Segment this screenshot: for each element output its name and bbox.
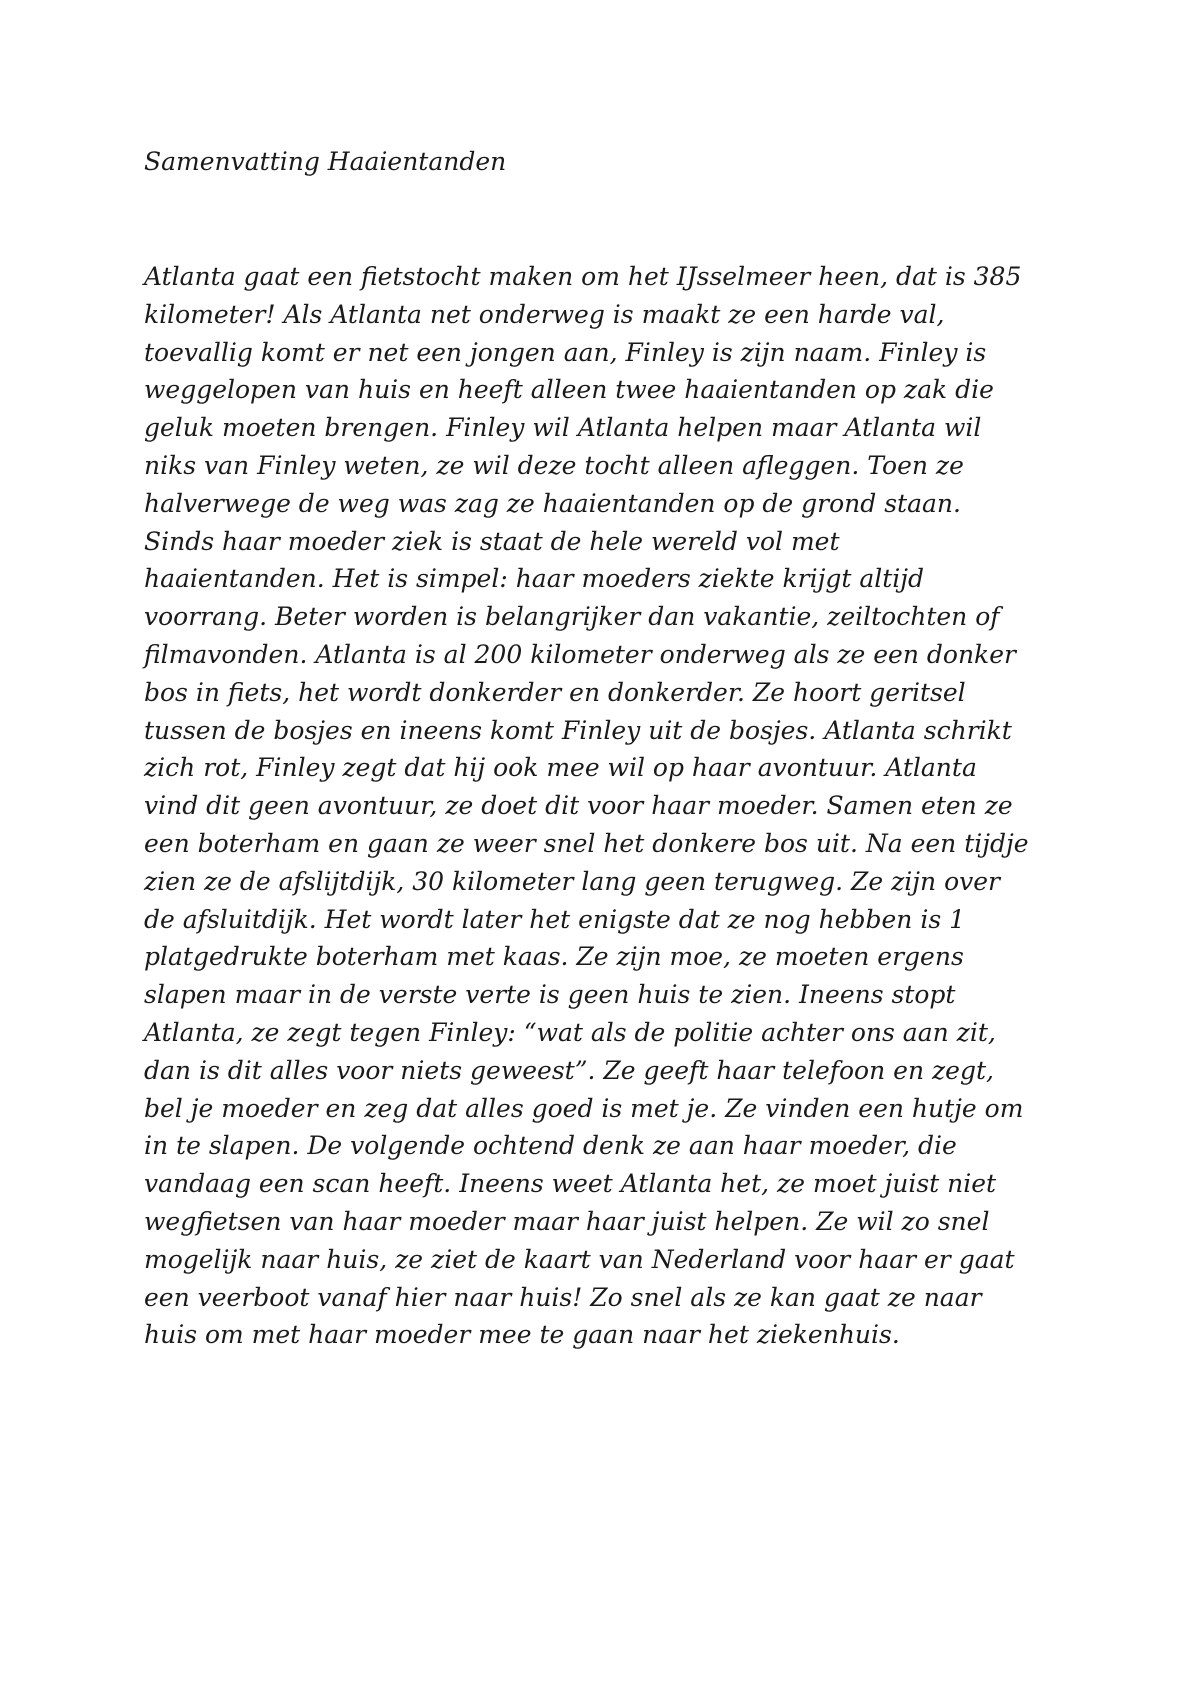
body-line: huis om met haar moeder mee te gaan naar het ziekenhuis. <box>144 1320 900 1350</box>
body-line: niks van Finley weten, ze wil deze tocht alleen afleggen. Toen ze <box>144 450 964 480</box>
body-line: Sinds haar moeder ziek is staat de hele wereld vol met <box>144 526 840 556</box>
body-line: zich rot, Finley zegt dat hij ook mee wil op haar avontuur. Atlanta <box>144 753 977 783</box>
body-line: platgedrukte boterham met kaas. Ze zijn moe, ze moeten ergens <box>144 942 964 972</box>
body-line: kilometer! Als Atlanta net onderweg is maakt ze een harde val, <box>144 299 945 329</box>
document-title: Samenvatting Haaientanden <box>144 147 507 176</box>
body-line: voorrang. Beter worden is belangrijker dan vakantie, zeiltochten of <box>144 602 1000 632</box>
body-line: Atlanta, ze zegt tegen Finley: “wat als de politie achter ons aan zit, <box>144 1017 996 1047</box>
body-line: halverwege de weg was zag ze haaientanden op de grond staan. <box>144 488 961 518</box>
body-line: mogelijk naar huis, ze ziet de kaart van Nederland voor haar er gaat <box>144 1244 1015 1274</box>
body-line: Atlanta gaat een fietstocht maken om het IJsselmeer heen, dat is 385 <box>144 262 1022 291</box>
body-line: bos in fiets, het wordt donkerder en donkerder. Ze hoort geritsel <box>144 677 966 707</box>
body-line: haaientanden. Het is simpel: haar moeders ziekte krijgt altijd <box>144 564 925 594</box>
body-line: een veerboot vanaf hier naar huis! Zo snel als ze kan gaat ze naar <box>144 1282 982 1312</box>
body-line: een boterham en gaan ze weer snel het donkere bos uit. Na een tijdje <box>144 828 1029 858</box>
body-line: de afsluitdijk. Het wordt later het enigste dat ze nog hebben is 1 <box>144 904 966 934</box>
body-line: tussen de bosjes en ineens komt Finley uit de bosjes. Atlanta schrikt <box>144 715 1012 745</box>
body-line: vandaag een scan heeft. Ineens weet Atlanta het, ze moet juist niet <box>144 1169 997 1199</box>
body-line: wegfietsen van haar moeder maar haar juist helpen. Ze wil zo snel <box>144 1206 990 1236</box>
body-line: zien ze de afslijtdijk, 30 kilometer lang geen terugweg. Ze zijn over <box>144 866 1001 896</box>
body-line: weggelopen van huis en heeft alleen twee haaientanden op zak die <box>144 375 994 405</box>
body-line: dan is dit alles voor niets geweest”. Ze geeft haar telefoon en zegt, <box>144 1055 994 1085</box>
body-line: filmavonden. Atlanta is al 200 kilometer onderweg als ze een donker <box>144 639 1016 669</box>
document-body <box>144 258 1074 1354</box>
body-line: bel je moeder en zeg dat alles goed is met je. Ze vinden een hutje om <box>144 1093 1024 1123</box>
body-line: geluk moeten brengen. Finley wil Atlanta helpen maar Atlanta wil <box>144 413 982 443</box>
body-line: in te slapen. De volgende ochtend denk ze aan haar moeder, die <box>144 1131 957 1161</box>
body-line: toevallig komt er net een jongen aan, Finley is zijn naam. Finley is <box>144 337 987 367</box>
body-line: slapen maar in de verste verte is geen huis te zien. Ineens stopt <box>144 980 956 1010</box>
body-line: vind dit geen avontuur, ze doet dit voor haar moeder. Samen eten ze <box>144 791 1013 821</box>
